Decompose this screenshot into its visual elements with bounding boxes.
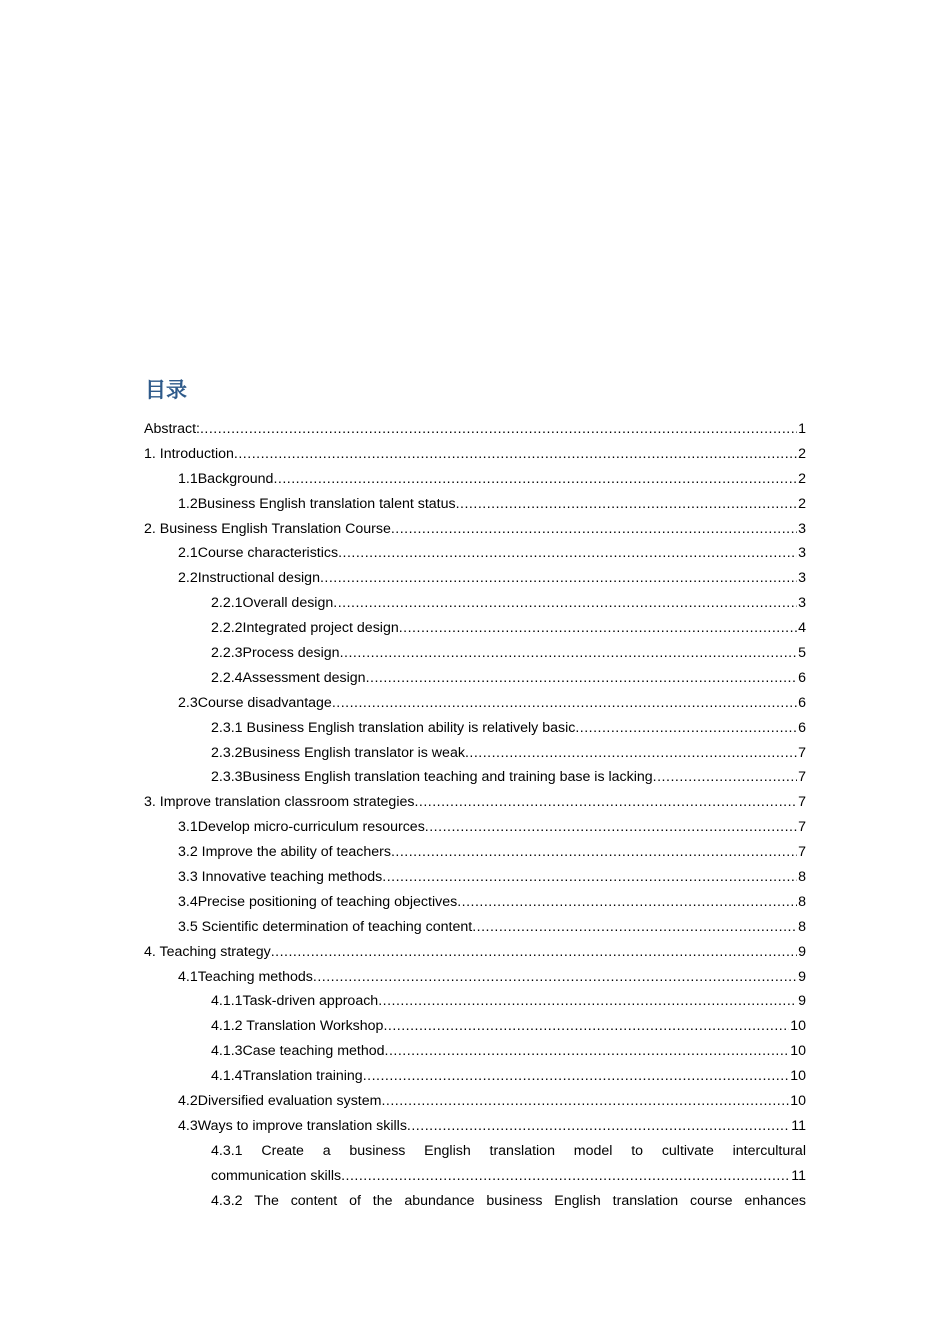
toc-word: English — [554, 1192, 601, 1209]
toc-entry[interactable] — [144, 691, 806, 716]
toc-entry[interactable] — [144, 765, 806, 790]
toc-entry-page: 7 — [798, 844, 806, 861]
toc-entry[interactable] — [144, 915, 806, 940]
toc-word: abundance — [404, 1192, 475, 1209]
toc-entry[interactable] — [144, 940, 806, 965]
toc-entry-text: 1. Introduction — [144, 445, 234, 462]
toc-word: enhances — [744, 1192, 806, 1209]
toc-word: 4.3.2 — [211, 1192, 243, 1209]
toc-word: content — [290, 1192, 338, 1209]
toc-entry-text: 4.1.4Translation training — [211, 1068, 363, 1085]
toc-entry-page: 2 — [798, 470, 806, 487]
toc-entry[interactable] — [144, 989, 806, 1014]
toc-entry-text: 2.2.1Overall design — [211, 595, 334, 612]
toc-entry-page: 9 — [798, 968, 806, 985]
toc-leader-dots — [653, 765, 797, 790]
toc-leader-dots — [234, 442, 797, 467]
toc-title: 目录 — [145, 378, 187, 402]
toc-entry-text: 1.1Background — [178, 470, 274, 487]
toc-wrapped-line-1 — [211, 1139, 806, 1164]
toc-word: intercultural — [732, 1142, 806, 1159]
toc-leader-dots — [385, 1039, 790, 1064]
toc-entry-page: 3 — [798, 595, 806, 612]
toc-leader-dots — [332, 691, 797, 716]
toc-leader-dots — [313, 965, 797, 990]
toc-entry[interactable] — [144, 741, 806, 766]
toc-entry-page: 7 — [798, 794, 806, 811]
toc-entry-page: 1 — [798, 421, 806, 437]
toc-entry-text: 4.2Diversified evaluation system — [178, 1093, 382, 1110]
toc-entry[interactable] — [144, 442, 806, 467]
toc-entry-text: 2.2Instructional design — [178, 570, 320, 587]
toc-entry-page: 2 — [798, 495, 806, 512]
toc-wrapped-line-2 — [211, 1164, 806, 1189]
toc-entry-text: 4.1.3Case teaching method — [211, 1043, 385, 1060]
toc-entry-text: communication skills — [211, 1167, 342, 1184]
toc-entry[interactable] — [144, 616, 806, 641]
toc-entry-text: 2.3.1 Business English translation ability is relatively basic — [211, 719, 576, 736]
toc-entry-text: 2.2.4Assessment design — [211, 669, 366, 686]
toc-leader-dots — [414, 790, 797, 815]
toc-entry-text: 4.1.2 Translation Workshop — [211, 1018, 384, 1035]
toc-leader-dots — [456, 492, 798, 517]
toc-entry[interactable] — [144, 716, 806, 741]
toc-word: translation — [489, 1142, 555, 1159]
toc-leader-dots — [273, 467, 797, 492]
toc-leader-dots — [391, 840, 797, 865]
table-of-contents — [144, 417, 806, 1214]
toc-entry-page: 10 — [790, 1068, 806, 1085]
toc-leader-dots — [200, 417, 797, 442]
toc-entry-page: 11 — [791, 1167, 806, 1184]
toc-leader-dots — [407, 1114, 790, 1139]
toc-leader-dots — [271, 940, 797, 965]
toc-leader-dots — [381, 1089, 789, 1114]
toc-entry[interactable] — [144, 1114, 806, 1139]
toc-entry-text: 1.2Business English translation talent status — [178, 495, 456, 512]
toc-entry[interactable] — [144, 840, 806, 865]
toc-leader-dots — [363, 1064, 790, 1089]
toc-leader-dots — [465, 741, 797, 766]
toc-entry-text: 2.2.3Process design — [211, 645, 340, 662]
toc-word: the — [372, 1192, 393, 1209]
toc-entry-page: 10 — [790, 1043, 806, 1060]
toc-word: business — [486, 1192, 543, 1209]
toc-entry-text: 2.1Course characteristics — [178, 545, 339, 562]
toc-entry-page: 8 — [798, 918, 806, 935]
toc-word: translation — [612, 1192, 679, 1209]
toc-entry-text: 4.1.1Task-driven approach — [211, 993, 379, 1010]
toc-leader-dots — [333, 591, 797, 616]
toc-leader-dots — [338, 541, 797, 566]
toc-entry[interactable] — [144, 1064, 806, 1089]
toc-leader-dots — [382, 865, 797, 890]
toc-entry-text: 2.3.3Business English translation teaching and training base is lacking — [211, 769, 653, 786]
toc-entry[interactable] — [144, 815, 806, 840]
toc-entry-text: 4.3Ways to improve translation skills — [178, 1117, 407, 1134]
toc-entry-text: Abstract: — [144, 421, 200, 437]
toc-entry-wrapped[interactable] — [144, 1139, 806, 1214]
toc-entry-page: 8 — [798, 869, 806, 886]
toc-word: cultivate — [661, 1142, 714, 1159]
toc-leader-dots — [391, 517, 797, 542]
toc-word: course — [689, 1192, 733, 1209]
toc-entry-page: 7 — [798, 769, 806, 786]
toc-leader-dots — [383, 1014, 789, 1039]
toc-entry[interactable] — [144, 541, 806, 566]
toc-entry-text: 3.3 Innovative teaching methods — [178, 869, 383, 886]
toc-entry-text: 2.3Course disadvantage — [178, 694, 332, 711]
toc-entry-page: 2 — [798, 445, 806, 462]
toc-leader-dots — [378, 989, 797, 1014]
toc-entry-page: 3 — [798, 570, 806, 587]
toc-entry-page: 3 — [798, 545, 806, 562]
toc-word: to — [631, 1142, 644, 1159]
toc-entry-page: 10 — [790, 1018, 806, 1035]
toc-leader-dots — [399, 616, 797, 641]
toc-word: Create — [261, 1142, 304, 1159]
toc-entry-page: 6 — [798, 669, 806, 686]
toc-leader-dots — [575, 716, 797, 741]
toc-entry-page: 7 — [798, 819, 806, 836]
toc-entry[interactable] — [144, 865, 806, 890]
toc-entry-page: 7 — [798, 744, 806, 761]
toc-word: The — [254, 1192, 279, 1209]
toc-leader-dots — [340, 641, 798, 666]
toc-entry-text: 4.1Teaching methods — [178, 968, 313, 985]
toc-entry-text: 3. Improve translation classroom strategies — [144, 794, 415, 811]
toc-entry[interactable] — [144, 965, 806, 990]
toc-entry-text: 4. Teaching strategy — [144, 943, 271, 960]
toc-entry-text: 2. Business English Translation Course — [144, 520, 391, 537]
toc-entry-page: 8 — [798, 893, 806, 910]
toc-entry[interactable] — [144, 492, 806, 517]
toc-entry-text: 2.2.2Integrated project design — [211, 620, 399, 637]
toc-word: business — [349, 1142, 406, 1159]
toc-word: of — [349, 1192, 361, 1209]
toc-entry[interactable] — [144, 566, 806, 591]
toc-word: 4.3.1 — [211, 1142, 243, 1159]
toc-leader-dots — [425, 815, 797, 840]
toc-entry[interactable] — [144, 1039, 806, 1064]
toc-entry[interactable] — [144, 591, 806, 616]
toc-entry-partial[interactable] — [211, 1189, 806, 1214]
toc-word: English — [424, 1142, 471, 1159]
toc-leader-dots — [472, 915, 797, 940]
toc-entry-page: 9 — [798, 943, 806, 960]
toc-leader-dots — [366, 666, 798, 691]
toc-word: a — [322, 1142, 331, 1159]
toc-entry-text: 2.3.2Business English translator is weak — [211, 744, 465, 761]
toc-leader-dots — [320, 566, 797, 591]
toc-entry[interactable] — [144, 641, 806, 666]
toc-entry-text: 3.5 Scientific determination of teaching content — [178, 918, 473, 935]
toc-entry-page: 5 — [798, 645, 806, 662]
toc-entry[interactable] — [144, 890, 806, 915]
toc-entries — [144, 417, 806, 1139]
toc-entry[interactable] — [144, 517, 806, 542]
toc-entry-text: 3.4Precise positioning of teaching objectives — [178, 893, 458, 910]
toc-entry[interactable] — [144, 467, 806, 492]
toc-entry-page: 3 — [798, 520, 806, 537]
toc-entry[interactable] — [144, 666, 806, 691]
toc-entry-page: 10 — [790, 1093, 806, 1110]
toc-entry[interactable] — [144, 417, 806, 442]
toc-entry-page: 11 — [791, 1117, 806, 1134]
toc-entry-page: 4 — [798, 620, 806, 637]
toc-entry-page: 6 — [798, 694, 806, 711]
toc-entry[interactable] — [144, 1089, 806, 1114]
toc-entry-text: 3.2 Improve the ability of teachers — [178, 844, 391, 861]
toc-entry-text: 3.1Develop micro-curriculum resources — [178, 819, 425, 836]
toc-entry[interactable] — [144, 790, 806, 815]
toc-leader-dots — [457, 890, 797, 915]
toc-entry-page: 6 — [798, 719, 806, 736]
toc-leader-dots — [341, 1164, 790, 1189]
toc-entry[interactable] — [144, 1014, 806, 1039]
toc-word: model — [573, 1142, 613, 1159]
toc-entry-page: 9 — [798, 993, 806, 1010]
